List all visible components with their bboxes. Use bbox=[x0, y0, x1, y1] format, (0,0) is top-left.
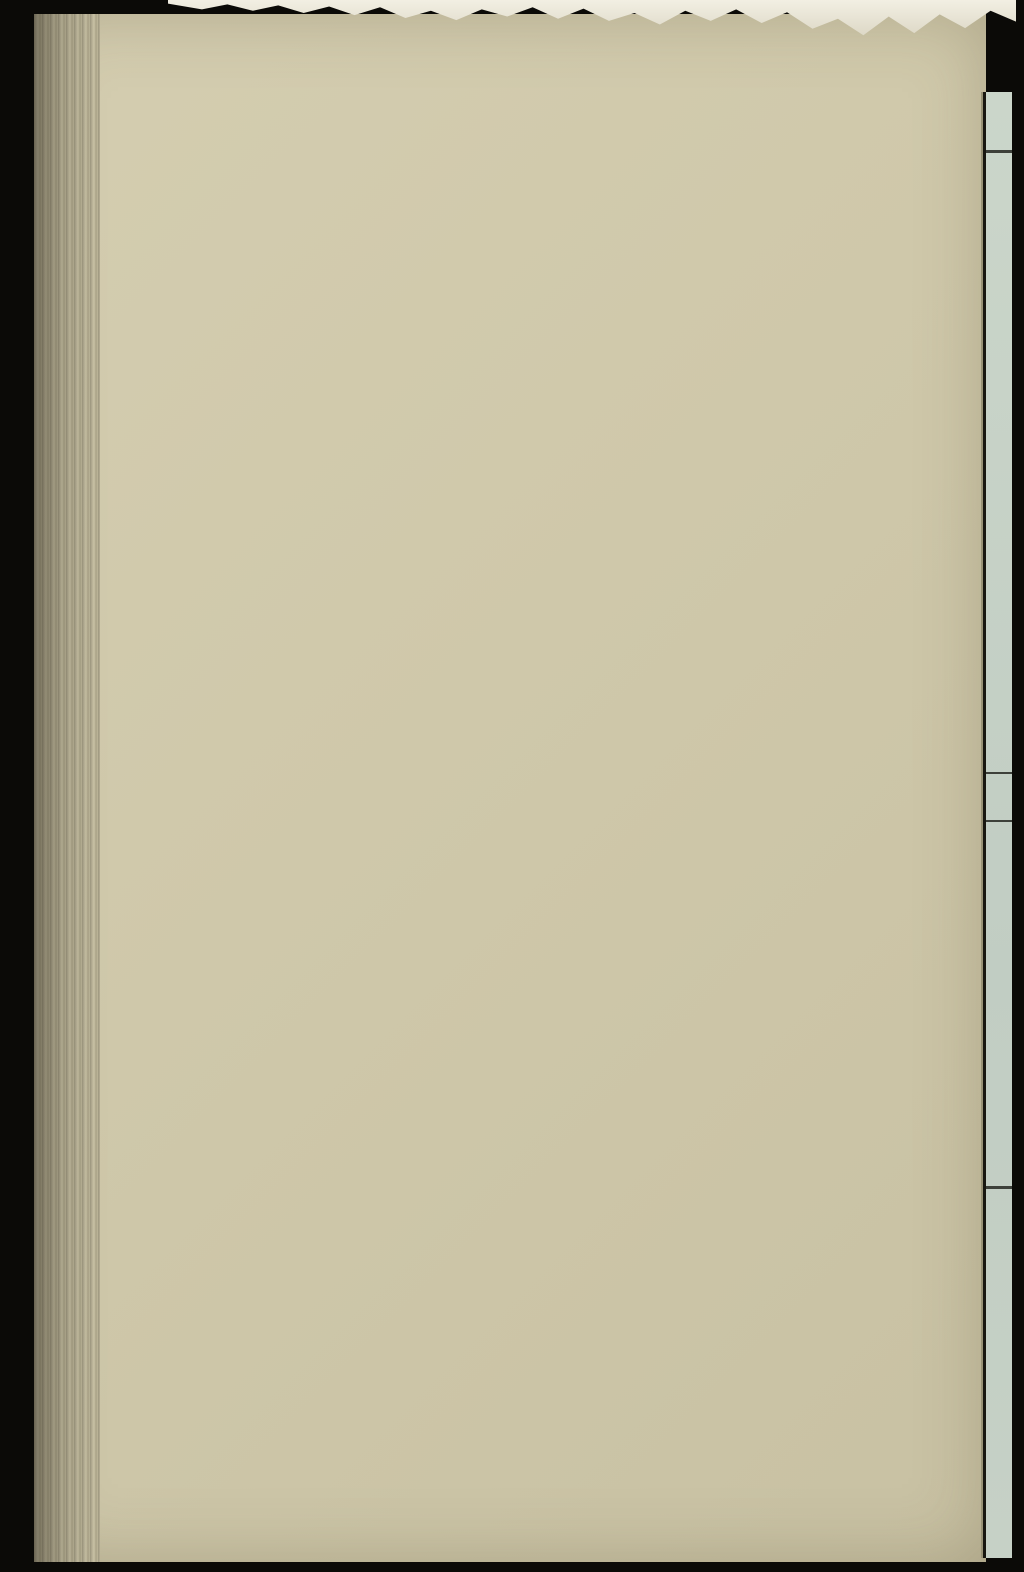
next-page-edge bbox=[986, 92, 1012, 1558]
next-page-rule-line bbox=[986, 772, 1012, 774]
next-page-rule-line bbox=[986, 820, 1012, 822]
document-page bbox=[34, 14, 986, 1562]
page-stack-edge bbox=[34, 14, 100, 1562]
next-page-rule-line bbox=[986, 150, 1012, 153]
next-page-rule-line bbox=[986, 1186, 1012, 1189]
